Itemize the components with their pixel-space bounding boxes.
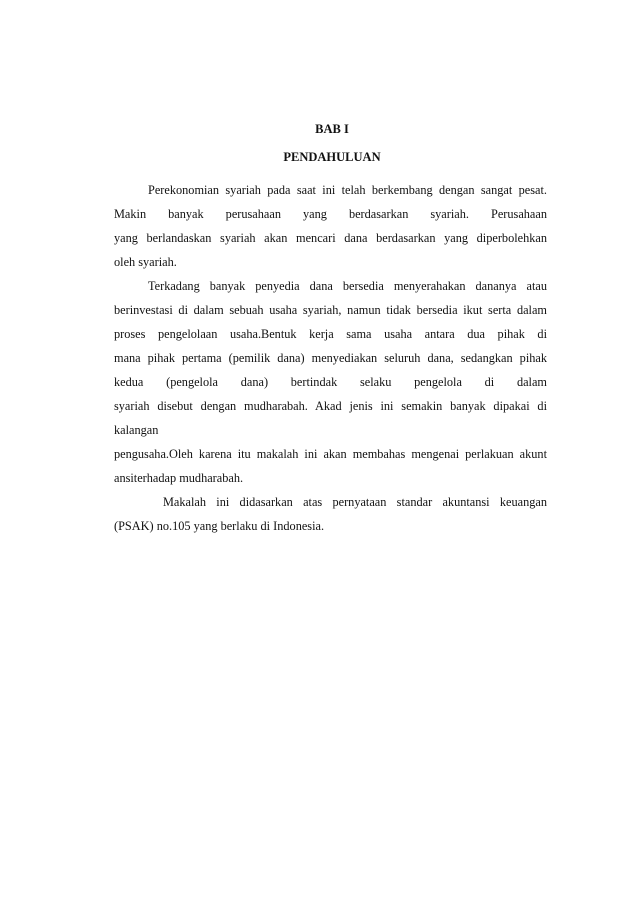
paragraph-3 bbox=[114, 490, 547, 538]
text-line: kedua (pengelola dana) bertindak selaku pengelola di dalam bbox=[114, 375, 547, 389]
text-line: Makin banyak perusahaan yang berdasarkan syariah. Perusahaan bbox=[114, 207, 547, 221]
text-line: Makalah ini didasarkan atas pernyataan standar akuntansi keuangan bbox=[163, 495, 547, 509]
text-line: pengusaha.Oleh karena itu makalah ini akan membahas mengenai perlakuan akunt bbox=[114, 447, 547, 461]
chapter-number: BAB I bbox=[315, 122, 349, 136]
text-line: berinvestasi di dalam sebuah usaha syariah, namun tidak bersedia ikut serta dalam bbox=[114, 303, 547, 317]
text-line: mana pihak pertama (pemilik dana) menyediakan seluruh dana, sedangkan pihak bbox=[114, 351, 547, 365]
text-line: kalangan bbox=[114, 423, 159, 437]
paragraph-1 bbox=[114, 178, 547, 274]
text-line: yang berlandaskan syariah akan mencari dana berdasarkan yang diperbolehkan bbox=[114, 231, 547, 245]
text-line: Terkadang banyak penyedia dana bersedia menyerahakan dananya atau bbox=[148, 279, 547, 293]
text-line: proses pengelolaan usaha.Bentuk kerja sama usaha antara dua pihak di bbox=[114, 327, 547, 341]
text-line: ansiterhadap mudharabah. bbox=[114, 471, 244, 485]
chapter-title: PENDAHULUAN bbox=[283, 150, 381, 164]
text-line: Perekonomian syariah pada saat ini telah berkembang dengan sangat pesat. bbox=[148, 183, 547, 197]
text-line: syariah disebut dengan mudharabah. Akad jenis ini semakin banyak dipakai di bbox=[114, 399, 547, 413]
body-text bbox=[114, 178, 547, 538]
paragraph-2 bbox=[114, 274, 547, 490]
text-line: (PSAK) no.105 yang berlaku di Indonesia. bbox=[114, 519, 325, 533]
text-line: oleh syariah. bbox=[114, 255, 177, 269]
